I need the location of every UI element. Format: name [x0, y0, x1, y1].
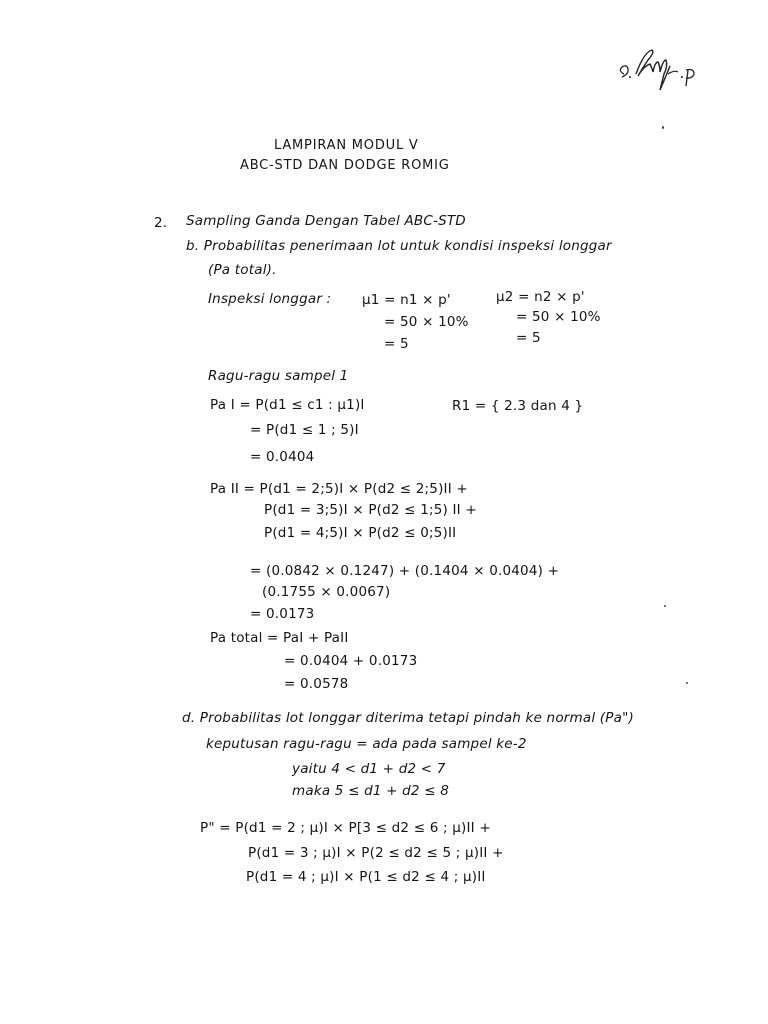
pa2-line-1: Pa II = P(d1 = 2;5)I × P(d2 ≤ 2;5)II +	[210, 481, 468, 497]
pa-total-formula: Pa total = PaI + PaII	[210, 630, 349, 646]
part-d-line-1: d. Probabilitas lot longgar diterima tetapi pindah ke normal (Pa")	[182, 710, 634, 726]
title-line-1: LAMPIRAN MODUL V	[274, 138, 419, 153]
pa1-formula: Pa I = P(d1 ≤ c1 : μ1)I	[210, 397, 365, 413]
paper-speck	[664, 605, 666, 607]
pa1-result: = 0.0404	[250, 449, 315, 465]
part-b-line-2: (Pa total).	[208, 262, 277, 278]
yaitu-condition: yaitu 4 < d1 + d2 < 7	[292, 761, 446, 777]
maka-condition: maka 5 ≤ d1 + d2 ≤ 8	[292, 783, 449, 799]
paper-speck	[662, 126, 664, 129]
mu1-formula: μ1 = n1 × p'	[362, 292, 451, 308]
section-number: 2.	[154, 215, 168, 231]
pa2-line-3: P(d1 = 4;5)I × P(d2 ≤ 0;5)II	[264, 525, 457, 541]
mu2-formula: μ2 = n2 × p'	[496, 289, 585, 305]
p-double-prime-line-3: P(d1 = 4 ; μ)I × P(1 ≤ d2 ≤ 4 ; μ)II	[246, 869, 486, 885]
pa-total-subst: = 0.0404 + 0.0173	[284, 653, 418, 669]
ragu-ragu-heading: Ragu-ragu sampel 1	[208, 368, 349, 384]
mu1-result: = 5	[384, 336, 409, 352]
pa2-result: = 0.0173	[250, 606, 315, 622]
pa2-line-2: P(d1 = 3;5)I × P(d2 ≤ 1;5) II +	[264, 502, 477, 518]
signature-drawing	[616, 44, 716, 94]
r1-set: R1 = { 2.3 dan 4 }	[452, 398, 584, 414]
inspeksi-label: Inspeksi longgar :	[208, 291, 332, 307]
p-double-prime-line-2: P(d1 = 3 ; μ)I × P(2 ≤ d2 ≤ 5 ; μ)II +	[248, 845, 504, 861]
part-d-line-2: keputusan ragu-ragu = ada pada sampel ke-2	[206, 736, 527, 752]
part-b-line-1: b. Probabilitas penerimaan lot untuk kondisi inspeksi longgar	[186, 238, 612, 254]
mu2-subst: = 50 × 10%	[516, 309, 601, 325]
title-line-2: ABC-STD DAN DODGE ROMIG	[240, 158, 450, 173]
mu1-subst: = 50 × 10%	[384, 314, 469, 330]
signature	[616, 44, 716, 94]
section-heading: Sampling Ganda Dengan Tabel ABC-STD	[186, 213, 466, 229]
pa2-values-1: = (0.0842 × 0.1247) + (0.1404 × 0.0404) +	[250, 563, 560, 579]
mu2-result: = 5	[516, 330, 541, 346]
pa-total-result: = 0.0578	[284, 676, 349, 692]
pa2-values-2: (0.1755 × 0.0067)	[262, 584, 391, 600]
pa1-subst: = P(d1 ≤ 1 ; 5)I	[250, 422, 359, 438]
p-double-prime-line-1: P" = P(d1 = 2 ; μ)I × P[3 ≤ d2 ≤ 6 ; μ)II +	[200, 820, 491, 836]
paper-speck	[686, 682, 688, 684]
